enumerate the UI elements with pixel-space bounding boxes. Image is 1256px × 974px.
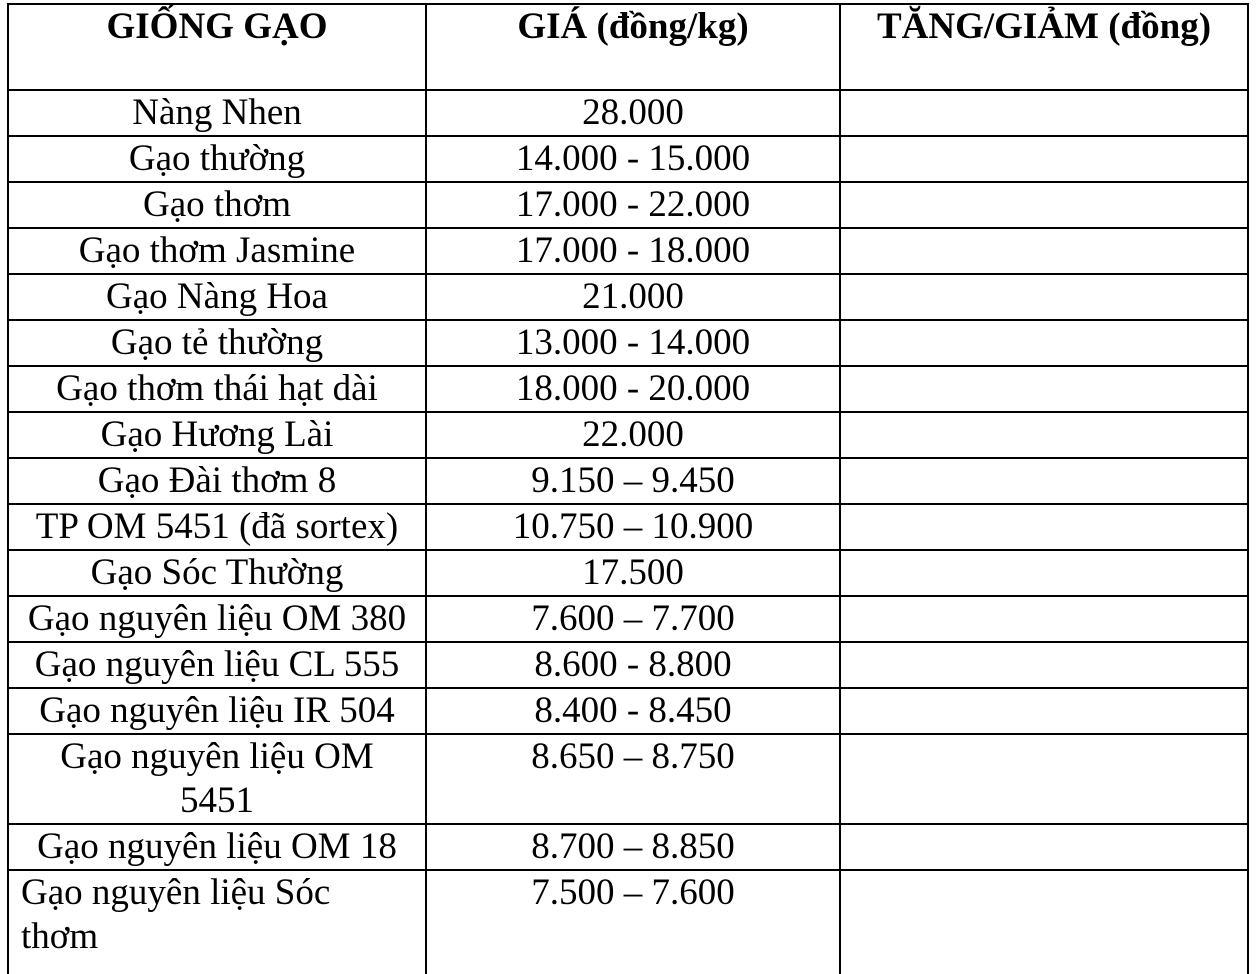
table-row [8, 688, 1248, 734]
table-row [8, 870, 1248, 974]
price-cell: 7.500 – 7.600 [426, 870, 840, 974]
price-cell: 9.150 – 9.450 [426, 458, 840, 504]
table-row [8, 228, 1248, 274]
change-cell [840, 870, 1248, 974]
table-row [8, 412, 1248, 458]
table-row [8, 274, 1248, 320]
variety-cell: Gạo Sóc Thường [8, 550, 426, 596]
table-row [8, 458, 1248, 504]
change-cell [840, 596, 1248, 642]
price-cell: 10.750 – 10.900 [426, 504, 840, 550]
variety-cell: Gạo Đài thơm 8 [8, 458, 426, 504]
change-cell [840, 320, 1248, 366]
change-cell [840, 550, 1248, 596]
column-header-price: GIÁ (đồng/kg) [426, 4, 840, 90]
change-cell [840, 412, 1248, 458]
table-row [8, 90, 1248, 136]
rice-price-table [7, 3, 1249, 974]
change-cell [840, 366, 1248, 412]
table-row [8, 182, 1248, 228]
variety-cell: Gạo nguyên liệu OM 5451 [8, 734, 426, 824]
table-row [8, 366, 1248, 412]
price-cell: 17.000 - 22.000 [426, 182, 840, 228]
price-cell: 21.000 [426, 274, 840, 320]
column-header-variety: GIỐNG GẠO [8, 4, 426, 90]
price-cell: 8.700 – 8.850 [426, 824, 840, 870]
price-cell: 28.000 [426, 90, 840, 136]
variety-cell: Gạo thơm Jasmine [8, 228, 426, 274]
table-row [8, 550, 1248, 596]
table-row [8, 504, 1248, 550]
variety-cell: Gạo nguyên liệu OM 380 [8, 596, 426, 642]
price-cell: 17.000 - 18.000 [426, 228, 840, 274]
change-cell [840, 734, 1248, 824]
table-row [8, 596, 1248, 642]
price-cell: 8.650 – 8.750 [426, 734, 840, 824]
variety-cell: Nàng Nhen [8, 90, 426, 136]
variety-cell: Gạo nguyên liệu OM 18 [8, 824, 426, 870]
variety-cell: Gạo thơm [8, 182, 426, 228]
change-cell [840, 688, 1248, 734]
table-row [8, 824, 1248, 870]
variety-cell: Gạo thơm thái hạt dài [8, 366, 426, 412]
change-cell [840, 228, 1248, 274]
header-row [8, 4, 1248, 90]
price-cell: 8.400 - 8.450 [426, 688, 840, 734]
change-cell [840, 136, 1248, 182]
table-row [8, 642, 1248, 688]
variety-cell: TP OM 5451 (đã sortex) [8, 504, 426, 550]
change-cell [840, 642, 1248, 688]
variety-cell: Gạo nguyên liệu CL 555 [8, 642, 426, 688]
price-cell: 8.600 - 8.800 [426, 642, 840, 688]
variety-cell: Gạo tẻ thường [8, 320, 426, 366]
variety-cell: Gạo thường [8, 136, 426, 182]
change-cell [840, 458, 1248, 504]
table-row [8, 734, 1248, 824]
table-row [8, 320, 1248, 366]
variety-cell: Gạo nguyên liệu IR 504 [8, 688, 426, 734]
table-row [8, 136, 1248, 182]
price-cell: 14.000 - 15.000 [426, 136, 840, 182]
column-header-change: TĂNG/GIẢM (đồng) [840, 4, 1248, 90]
change-cell [840, 90, 1248, 136]
price-cell: 13.000 - 14.000 [426, 320, 840, 366]
variety-cell: Gạo Nàng Hoa [8, 274, 426, 320]
change-cell [840, 504, 1248, 550]
change-cell [840, 824, 1248, 870]
change-cell [840, 274, 1248, 320]
price-cell: 7.600 – 7.700 [426, 596, 840, 642]
variety-cell: Gạo Hương Lài [8, 412, 426, 458]
price-cell: 18.000 - 20.000 [426, 366, 840, 412]
variety-cell: Gạo nguyên liệu Sóc thơm [8, 870, 426, 974]
price-cell: 17.500 [426, 550, 840, 596]
change-cell [840, 182, 1248, 228]
price-cell: 22.000 [426, 412, 840, 458]
